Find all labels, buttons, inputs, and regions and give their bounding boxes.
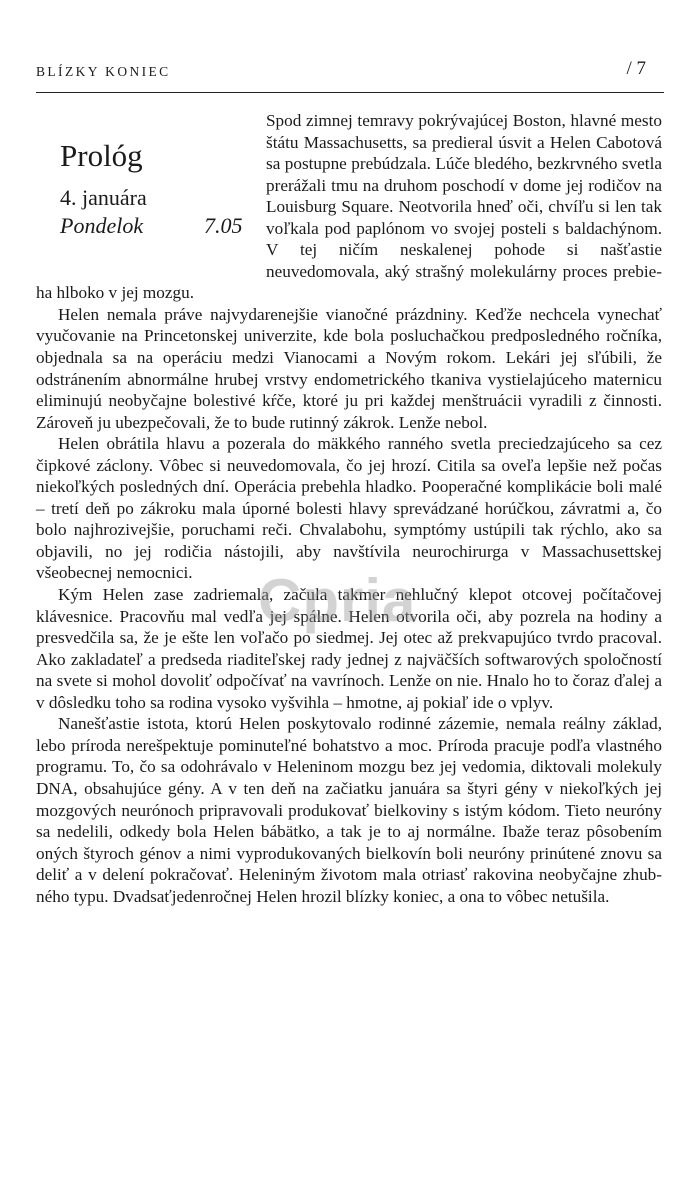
watermark: Cpria [258,567,417,634]
paragraph: Kým Helen zase zadriemala, začula takmer nehlučný klepot otcovej počítačovej klávesnice. Pracovňu mal vedľa jej spálne. Helen otvorila oči, aby pozrela na hodiny a presvedčila sa, že je ešte len voľačo po siedmej. Jej otec až prekvapujúco tvrdo pracoval. Ako zakladateľ a predseda riaditeľskej rady jednej z najväčších softwarových spoločností na svete si mohol dovoliť odpočívať na vavrínoch. Lenže on nie. Hnalo ho to čoraz ďalej a v dôsledku toho sa rodina vysoko vyšvihla – hmotne, aj pokiaľ ide o vplyv. [36,585,662,712]
running-head: BLÍZKY KONIEC [36,64,171,79]
page-number: / 7 [626,58,646,79]
chapter-day: Pondelok [60,213,144,238]
paragraph: Helen nemala práve najvydarenejšie vianočné prázdniny. Keďže nechcela vynechať vyučovanie na Princetonskej univerzite, kde bola posluchačkou predposledného ročníka, objednala sa na operáciu medzi Vianocami a Novým rokom. Lekári jej sľúbili, že odstránením abnormálne hrubej vrstvy endometrického tkaniva vystielajúceho maternicu eliminujú neobyčajne bolestivé kŕče, ktoré ju pri každej menštruácii vyradili z činnosti. Zároveň ju ubezpečovali, že to bude rutinný zákrok. Lenže nebol. [36,304,662,432]
header-rule [36,92,664,93]
chapter-date: 4. januára [60,185,147,210]
paragraph: Helen obrátila hlavu a pozerala do mäkkého ranného svetla preciedzajúceho sa cez čipkové záclony. Vôbec si neuvedomovala, čo jej hrozí. Citila sa oveľa lepšie než počas niekoľkých posledných dní. Operácia prebehla hladko. Pooperačné komplikácie boli malé – tretí deň po zákroku mala úporné bolesti hlavy sprevádzané horúčkou, závratmi a, čo bolo najhrozivejšie, poruchami reči. Chvalabohu, symptómy ustúpili tak rýchlo, ako sa objavili, no jej rodičia nástojili, aby navštívila neurochirurga v Massachusettskej všeobecnej nemocnici. [36,434,662,583]
paragraph: Nanešťastie istota, ktorú Helen poskytovalo rodinné zázemie, nemala reálny základ, lebo príroda nerešpektuje pominuteľné bohatstvo a moc. Príroda pracuje podľa vlastného programu. To, čo sa odohrávalo v Heleninom mozgu bez jej vedomia, diktovali molekuly DNA, obsahujúce gény. A v ten deň na začiatku januára sa štyri gény v niekoľkých jej mozgových neurónoch pripravovali produkovať bielkoviny s istým kódom. Tieto neuróny sa nedelili, odkedy bola Helen bábätko, a tak je to aj normálne. Ibaže teraz pôsobením oných štyroch génov a nimi vyprodukovaných bielkovín boli neuróny prinútené znovu sa deliť a v delení pokračovať. Heleniným životom mala otriasť rakovina neobyčajne zhubného typu. Dvadsaťjedenročnej Helen hrozil blízky koniec, a ona to vôbec netušila. [36,714,662,906]
chapter-time: 7.05 [204,213,243,238]
body-text [36,110,662,907]
chapter-title: Prológ [60,138,143,173]
paragraph: Spod zimnej temravy pokrývajúcej Boston, hlavné mesto štátu Massachusetts, sa predieral úsvit a Helen Cabotová sa postupne prebúdzala. Lúče bledého, bezkrvného svetla prerážali tmu na druhom poschodí v dome jej rodičov na Louisburg Square. Neotvorila hneď oči, chvíľu si len tak voľkala pod paplónom vo svojej posteli s baldachýnom. V tej ničím neskalenej pohode si našťastie neuvedomovala, aký strašný molekulárny proces prebieha hlboko v jej mozgu. [36,111,662,303]
chapter-heading [36,110,266,265]
